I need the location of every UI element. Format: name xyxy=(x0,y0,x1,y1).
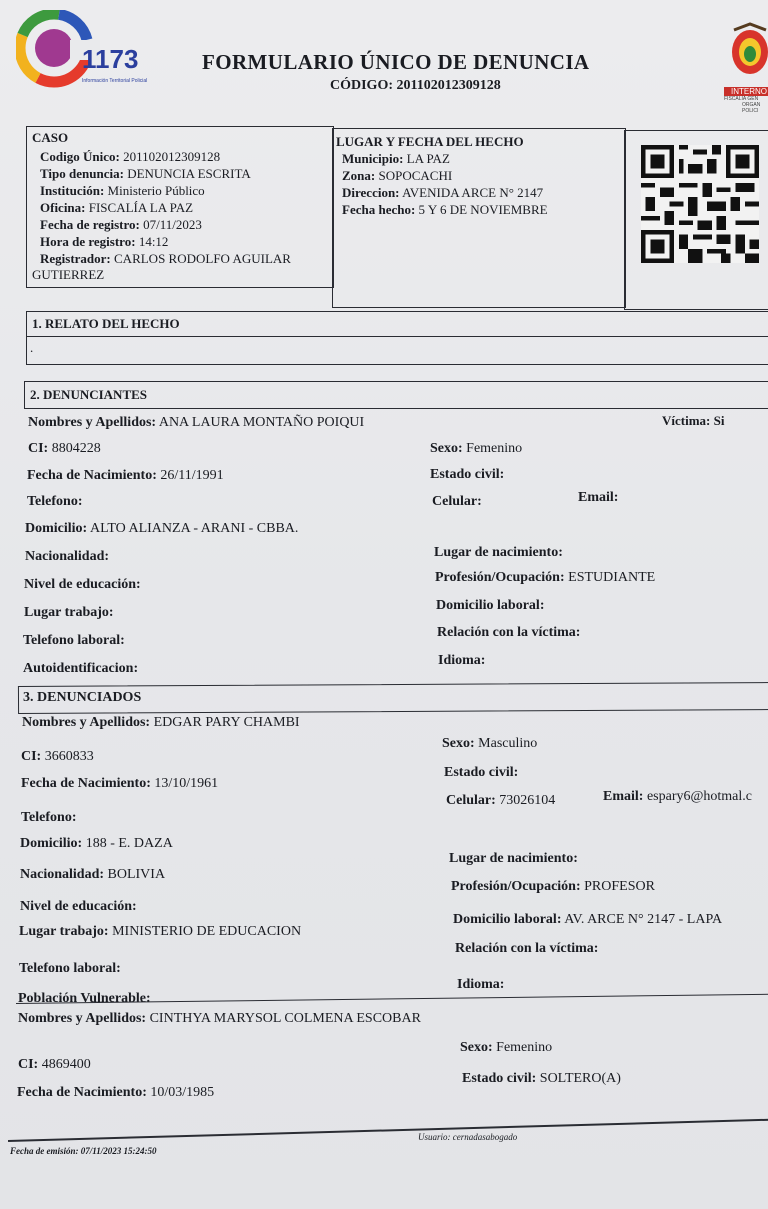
denunciante-nacionalidad: Nacionalidad: xyxy=(25,549,110,564)
logo-text: 1173 xyxy=(82,44,139,74)
qr-code-icon xyxy=(640,145,760,263)
denunciante-sexo: Sexo: Femenino xyxy=(430,441,523,456)
denunciado1-nombre: Nombres y Apellidos: EDGAR PARY CHAMBI xyxy=(22,715,300,730)
denunciante-estado-civil: Estado civil: xyxy=(430,467,505,482)
denunciante-relacion: Relación con la víctima: xyxy=(437,625,581,640)
denunciado1-sexo: Sexo: Masculino xyxy=(442,736,538,751)
fecha-emision: Fecha de emisión: 07/11/2023 15:24:50 xyxy=(10,1146,157,1156)
victima-flag: Víctima: Si xyxy=(662,413,725,428)
denunciado1-profesion: Profesión/Ocupación: PROFESOR xyxy=(451,879,655,894)
denunciado1-estado-civil: Estado civil: xyxy=(444,765,519,780)
denunciado1-poblacion-vulnerable: Población Vulnerable: xyxy=(18,991,151,1006)
denunciantes-heading: 2. DENUNCIANTES xyxy=(30,387,148,402)
denunciado1-lugar-trabajo: Lugar trabajo: MINISTERIO DE EDUCACION xyxy=(19,924,302,939)
form-title: FORMULARIO ÚNICO DE DENUNCIA xyxy=(202,50,590,74)
denunciado1-telefono: Telefono: xyxy=(21,810,77,825)
denunciado1-celular: Celular: 73026104 xyxy=(446,793,556,808)
denunciante-celular: Celular: xyxy=(432,494,482,509)
caso-fields: Codigo Único: 201102012309128 Tipo denuncia: DENUNCIA ESCRITA Institución: Ministerio Público Oficina: FISCALÍA LA PAZ Fecha de registro: 07/11/2023 Hora de registro: 14:12 Registrador: CARLOS RODOLFO AGUILAR xyxy=(40,149,291,266)
denunciante-ci: CI: 8804228 xyxy=(28,441,101,456)
usuario: Usuario: cernadasabogado xyxy=(418,1132,518,1142)
denunciante-email: Email: xyxy=(578,490,619,505)
document-page: 1173 Información Territorial Policial INTERNO FISCALÍA GEN ORGAN POLICI FORMULARIO ÚNICO DE DENUNCIA CÓDIGO: 201102012309128 CASO Codigo Único: 201102012309128 Tipo denuncia: DENUNCIA ESCRITA Institución: Ministerio Público Oficina: FISCALÍA LA PAZ Fecha de registro: 07/11/2023 Hora de registro: 14:12 Registrador: CARLOS RODOLFO AGUILAR GUTIERREZ LUGAR Y FECHA DEL HECHO Municipio: LA PAZ Zona: SOPOCACHI Direccion: AVENIDA ARCE N° 2147 Fecha hecho: 5 Y 6 DE NOVIEMBRE 1. RELATO DEL HECHO . 2. DENUNCIANTES Víctima: Si Nombres y Apellidos: ANA LAURA MONTAÑO POIQUI CI: 8804228 Sexo: Femenino Fecha de Nacimiento: 26/11/1991 Estado civil: Telefono: Celular: Email: Domicilio: ALTO ALIANZA - ARANI - CBBA. Nacionalidad: Lugar de nacimiento: Nivel de educación: Profesión/Ocupación: ESTUDIANTE Lugar trabajo: Domicilio laboral: Telefono laboral: Relación con la víctima: Autoidentificacion: Idioma: 3. DENUNCIADOS Nombres y Apellidos: EDGAR PARY CHAMBI CI: 3660833 Sexo: Masculino Fecha de Nacimiento: 13/10/1961 Estado civil: Telefono: Celular: 73026104 Email: espary6@hotmal.c Domicilio: 188 - E. DAZA Lugar de nacimiento: Nacionalidad: BOLIVIA Profesión/Ocupación: PROFESOR Nivel de educación: Domicilio laboral: AV. ARCE N° 2147 - LAPA Lugar trabajo: MINISTERIO DE EDUCACION Relación con la víctima: Telefono laboral: Población Vulnerable: Idioma: Nombres y Apellidos: CINTHYA MARYSOL COLMENA ESCOBAR CI: 4869400 Sexo: Femenino Fecha de Nacimiento: 10/03/1985 Estado civil: SOLTERO(A) Fecha de emisión: 07/11/2023 15:24:50 Usuario: cernadasabogado xyxy=(0,0,768,1209)
denunciado1-telefono-laboral: Telefono laboral: xyxy=(19,961,121,976)
denunciante-lugar-nacimiento: Lugar de nacimiento: xyxy=(434,545,563,560)
denunciado2-ci: CI: 4869400 xyxy=(18,1057,91,1072)
denunciante-autoidentificacion: Autoidentificacion: xyxy=(23,661,139,676)
relato-heading: 1. RELATO DEL HECHO xyxy=(32,316,180,331)
denunciado1-nacionalidad: Nacionalidad: BOLIVIA xyxy=(20,867,166,882)
fiscalia-logo: INTERNO FISCALÍA GEN ORGAN POLICI xyxy=(724,22,768,118)
denunciado1-nacimiento: Fecha de Nacimiento: 13/10/1961 xyxy=(21,776,219,791)
denunciado2-nombre: Nombres y Apellidos: CINTHYA MARYSOL COLMENA ESCOBAR xyxy=(18,1011,421,1026)
caso-heading: CASO xyxy=(32,130,69,145)
denunciado1-educacion: Nivel de educación: xyxy=(20,899,137,914)
denunciante-domicilio: Domicilio: ALTO ALIANZA - ARANI - CBBA. xyxy=(25,521,299,536)
denunciado1-idioma: Idioma: xyxy=(457,977,505,992)
denunciado2-sexo: Sexo: Femenino xyxy=(460,1040,553,1055)
relato-text: . xyxy=(30,340,34,355)
denunciado1-email: Email: espary6@hotmal.c xyxy=(603,789,752,804)
denunciante-telefono: Telefono: xyxy=(27,494,83,509)
form-code: CÓDIGO: 201102012309128 xyxy=(330,78,501,93)
denunciante-profesion: Profesión/Ocupación: ESTUDIANTE xyxy=(435,570,656,585)
denunciante-telefono-laboral: Telefono laboral: xyxy=(23,633,125,648)
coat-of-arms-icon xyxy=(724,22,768,82)
denunciante-nacimiento: Fecha de Nacimiento: 26/11/1991 xyxy=(27,468,224,483)
denunciante-domicilio-laboral: Domicilio laboral: xyxy=(436,598,545,613)
svg-text:Información Territorial Polici: Información Territorial Policial xyxy=(82,78,148,84)
denunciante-educacion: Nivel de educación: xyxy=(24,577,141,592)
denunciado1-domicilio-laboral: Domicilio laboral: AV. ARCE N° 2147 - LAPA xyxy=(453,912,723,927)
denunciado1-relacion: Relación con la víctima: xyxy=(455,941,599,956)
lugar-heading: LUGAR Y FECHA DEL HECHO xyxy=(336,134,524,149)
denunciado1-lugar-nacimiento: Lugar de nacimiento: xyxy=(449,851,578,866)
denunciados-heading: 3. DENUNCIADOS xyxy=(23,690,142,705)
denunciante-idioma: Idioma: xyxy=(438,653,486,668)
ley-1173-logo xyxy=(16,10,166,90)
lugar-fields: Municipio: LA PAZ Zona: SOPOCACHI Direccion: AVENIDA ARCE N° 2147 Fecha hecho: 5 Y 6 DE NOVIEMBRE xyxy=(342,151,548,217)
denunciante-lugar-trabajo: Lugar trabajo: xyxy=(24,605,114,620)
denunciado1-ci: CI: 3660833 xyxy=(21,749,94,764)
denunciado2-nacimiento: Fecha de Nacimiento: 10/03/1985 xyxy=(17,1085,215,1100)
denunciado2-estado-civil: Estado civil: SOLTERO(A) xyxy=(462,1071,621,1086)
denunciado1-domicilio: Domicilio: 188 - E. DAZA xyxy=(20,836,173,851)
denunciante-nombre: Nombres y Apellidos: ANA LAURA MONTAÑO POIQUI xyxy=(28,415,365,430)
